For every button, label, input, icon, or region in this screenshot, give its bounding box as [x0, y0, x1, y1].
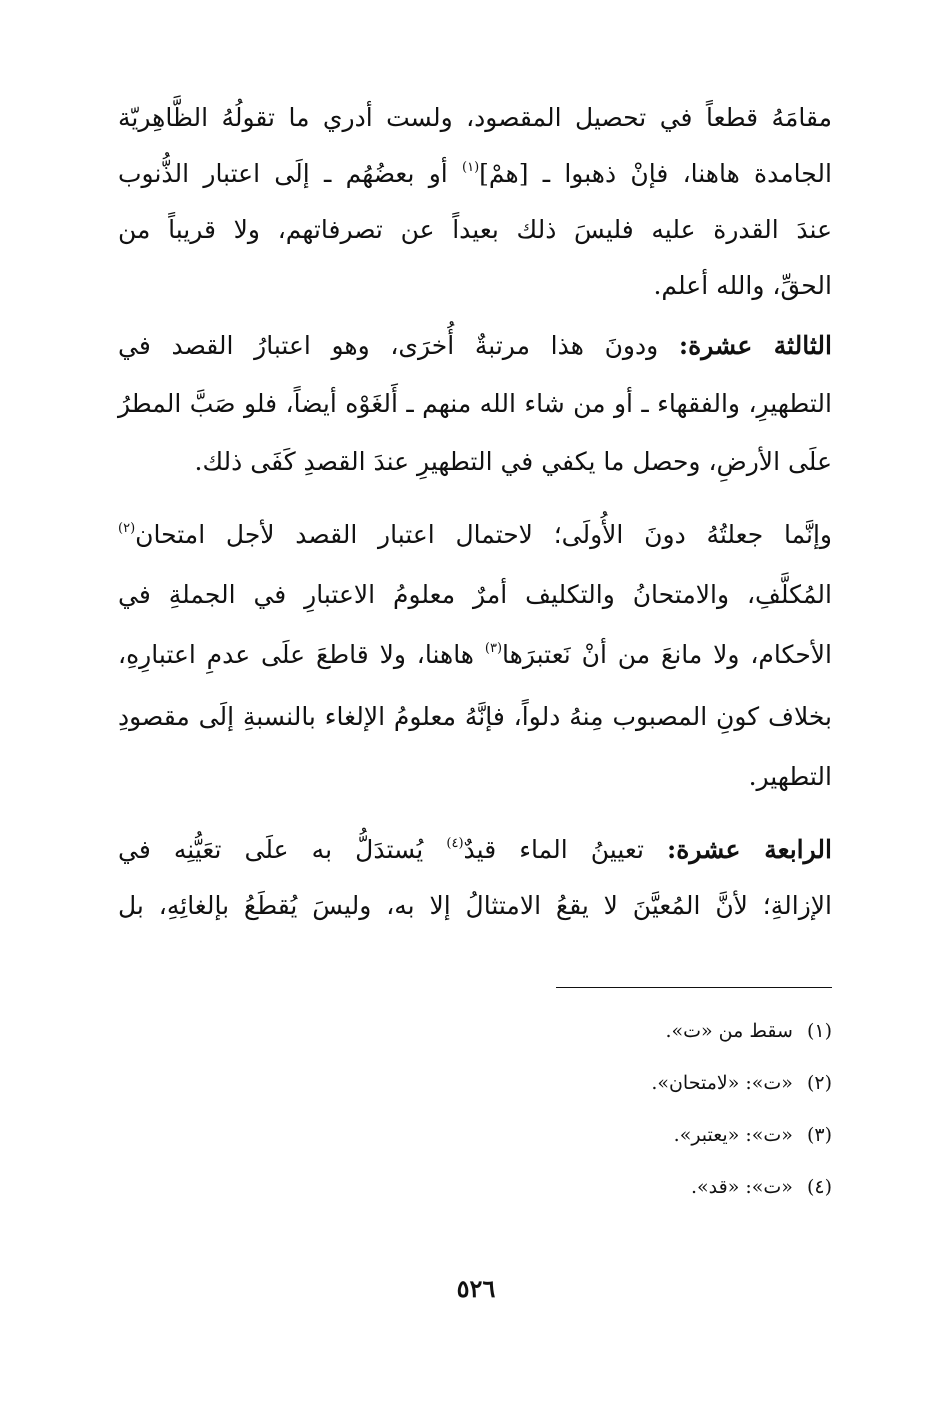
line-text: التطهير. — [748, 762, 832, 791]
line-text: الإزالةِ؛ لأنَّ المُعيَّنَ لا يقعُ الامتثالُ إلا به، وليسَ يُقطَعُ بإلغائِهِ، بل — [118, 891, 832, 920]
line-text: التطهيرِ، والفقهاء ـ أو من شاء الله منهم ـ أَلغَوْه أيضاً، فلو صَبَّ المطرُ — [118, 389, 832, 418]
line-text: أو بعضُهُم ـ إلَى اعتبار الذُّنوب — [118, 159, 448, 188]
text-line — [118, 878, 832, 934]
line-text: علَى الأرضِ، وحصل ما يكفي في التطهيرِ عندَ القصدِ كَفَى ذلك. — [194, 447, 832, 476]
text-line — [118, 318, 832, 374]
text-line — [118, 434, 832, 490]
text-line — [118, 627, 832, 683]
footnote-ref: (٣) — [484, 641, 503, 656]
footnote-separator — [556, 987, 832, 988]
line-text: وإنَّما جعلتُهُ دونَ الأُولَى؛ لاحتمال اعتبار القصد لأجل امتحان — [135, 520, 832, 549]
line-text: هاهنا، ولا قاطعَ علَى عدمِ اعتبارِهِ، — [118, 640, 474, 669]
footnote-text: سقط من «ت». — [665, 1020, 793, 1042]
line-text: بخلاف كونِ المصبوب مِنهُ دلواً، فإنَّهُ معلومُ الإلغاء بالنسبةِ إلَى مقصودِ — [118, 702, 832, 731]
text-line — [118, 90, 832, 146]
line-text: الأحكام، ولا مانعَ من أنْ نَعتبرَها — [502, 640, 832, 669]
footnote-number: (٢) — [806, 1072, 832, 1094]
footnote — [332, 1068, 832, 1098]
text-line — [118, 822, 832, 878]
footnote-number: (٣) — [806, 1124, 832, 1146]
footnote-number: (٤) — [806, 1176, 832, 1198]
line-text: عندَ القدرة عليه فليسَ ذلك بعيداً عن تصرفاتهم، ولا قريباً من — [118, 215, 832, 244]
text-line — [118, 202, 832, 258]
line-text: ودونَ هذا مرتبةٌ أُخرَى، وهو اعتبارُ القصد في — [118, 331, 659, 360]
section-heading: الثالثة عشرة: — [678, 331, 832, 360]
text-line — [118, 376, 832, 432]
footnote-text: «ت»: «يعتبر». — [673, 1124, 793, 1146]
footnote-ref: (١) — [462, 160, 480, 175]
text-line — [118, 507, 832, 563]
footnote-ref: (٢) — [118, 521, 136, 536]
footnote-text: «ت»: «قد». — [691, 1176, 793, 1198]
footnote — [332, 1120, 832, 1150]
line-text: الحقِّ، والله أعلم. — [653, 271, 832, 300]
text-line — [118, 146, 832, 202]
section-heading: الرابعة عشرة: — [667, 835, 832, 864]
text-line — [118, 749, 832, 805]
text-line — [118, 258, 832, 314]
line-text: تعيينُ الماء قيدٌ — [463, 835, 644, 864]
footnote-number: (١) — [806, 1020, 832, 1042]
footnote — [332, 1172, 832, 1202]
line-text: الجامدة هاهنا، فإنْ ذهبوا ـ [همْ] — [479, 159, 832, 188]
line-text: مقامَهُ قطعاً في تحصيل المقصود، ولست أدري ما تقولُهُ الظَّاهِريّة — [118, 103, 832, 132]
footnote-ref: (٤) — [446, 836, 464, 851]
text-line — [118, 689, 832, 745]
page-number: ٥٢٦ — [456, 1274, 496, 1303]
text-line — [118, 567, 832, 623]
line-text: المُكلَّفِ، والامتحانُ والتكليف أمرٌ معلومُ الاعتبارِ في الجملةِ في — [118, 580, 832, 609]
line-text: يُستدَلُّ به علَى تعَيُّنِه في — [118, 835, 424, 864]
footnote — [332, 1016, 832, 1046]
footnote-text: «ت»: «لامتحان». — [651, 1072, 793, 1094]
